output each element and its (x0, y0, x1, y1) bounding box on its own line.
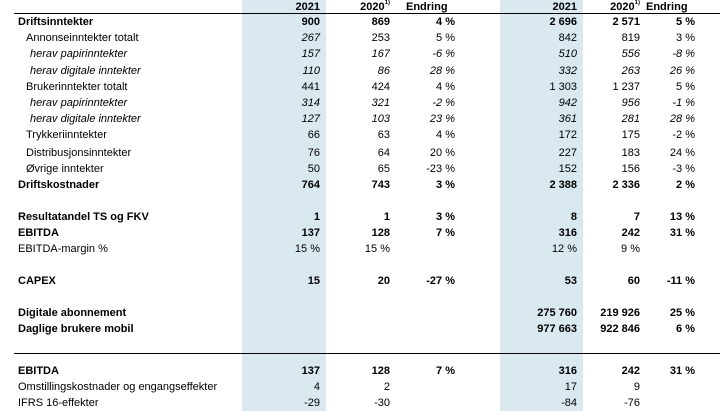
cell-value: 9 (633, 381, 640, 393)
cell-value: 2 336 (612, 179, 640, 191)
cell-value: 137 (301, 365, 320, 377)
cell-value: 20 (377, 275, 390, 287)
header-ytd-year-current: 2021 (552, 1, 577, 13)
row-label: herav papirinntekter (30, 97, 128, 109)
row-label: EBITDA (18, 227, 59, 239)
table-row (0, 14, 720, 30)
cell-value: -27 % (426, 275, 455, 287)
cell-value: 4 % (436, 16, 455, 28)
cell-value: 1 (383, 211, 390, 223)
table-row (0, 305, 720, 321)
cell-value: 4 % (436, 129, 455, 141)
cell-value (645, 395, 695, 411)
cell-value: 76 (307, 147, 320, 159)
cell-value: 60 (627, 275, 640, 287)
cell-value: 5 % (676, 81, 695, 93)
table-row (0, 95, 720, 111)
table-row (0, 379, 720, 395)
cell-value: 26 % (669, 65, 695, 77)
row-label: Resultatandel TS og FKV (18, 211, 149, 223)
cell-value: 977 663 (537, 323, 577, 335)
cell-value: 183 (621, 147, 640, 159)
cell-value: 869 (371, 16, 390, 28)
row-label: Omstillingskostnader og engangseffekter (18, 381, 218, 393)
cell-value (250, 321, 320, 337)
table-row (0, 161, 720, 177)
cell-value: 424 (371, 81, 390, 93)
cell-value: 7 % (436, 227, 455, 239)
cell-value: -84 (561, 397, 577, 409)
section-divider (14, 353, 720, 354)
cell-value: 64 (377, 147, 390, 159)
cell-value: 103 (371, 113, 390, 125)
cell-value: 13 % (669, 211, 695, 223)
cell-value: 20 % (429, 147, 455, 159)
cell-value: -6 % (432, 48, 455, 60)
cell-value: 1 303 (549, 81, 577, 93)
cell-value: 8 (570, 211, 577, 223)
cell-value (395, 241, 455, 257)
cell-value: 128 (371, 365, 390, 377)
cell-value: 15 (307, 275, 320, 287)
cell-value: 314 (301, 97, 320, 109)
cell-value: 819 (621, 32, 640, 44)
table-row (0, 46, 720, 62)
cell-value: -76 (624, 397, 640, 409)
cell-value: 743 (371, 179, 390, 191)
cell-value: 31 % (669, 227, 695, 239)
table-row (0, 127, 720, 143)
cell-value: 7 (633, 211, 640, 223)
cell-value: 23 % (429, 113, 455, 125)
cell-value: 15 % (294, 243, 320, 255)
header-change: Endring (406, 1, 448, 13)
cell-value: 253 (371, 32, 390, 44)
cell-value: 31 % (669, 365, 695, 377)
cell-value: 2 696 (549, 16, 577, 28)
cell-value (332, 321, 390, 337)
cell-value (395, 321, 455, 337)
cell-value: 227 (558, 147, 577, 159)
cell-value: -23 % (426, 163, 455, 175)
cell-value: 66 (307, 129, 320, 141)
cell-value: 3 % (676, 32, 695, 44)
cell-value: 556 (621, 48, 640, 60)
cell-value: 25 % (669, 307, 695, 319)
cell-value: 6 % (676, 323, 695, 335)
cell-value: 1 (313, 211, 320, 223)
cell-value: 275 760 (537, 307, 577, 319)
cell-value: 242 (621, 227, 640, 239)
cell-value: 156 (621, 163, 640, 175)
cell-value: 316 (558, 227, 577, 239)
row-label: Brukerinntekter totalt (26, 81, 128, 93)
row-label: EBITDA-margin % (18, 243, 108, 255)
table-row (0, 111, 720, 127)
cell-value: -2 % (432, 97, 455, 109)
cell-value: 50 (307, 163, 320, 175)
cell-value: 316 (558, 365, 577, 377)
cell-value: 157 (301, 48, 320, 60)
cell-value: 15 % (364, 243, 390, 255)
cell-value: 4 % (436, 81, 455, 93)
cell-value: 900 (301, 16, 320, 28)
cell-value (395, 305, 455, 321)
header-ytd-year-previous: 2020$^{1)}$ (610, 0, 640, 13)
row-label: Daglige brukere mobil (18, 323, 134, 335)
table-row (0, 225, 720, 241)
table-row (0, 363, 720, 379)
header-year-current: 2021 (295, 1, 320, 13)
cell-value: 53 (564, 275, 577, 287)
cell-value: -1 % (672, 97, 695, 109)
cell-value: 63 (377, 129, 390, 141)
cell-value: 267 (301, 32, 320, 44)
cell-value: 332 (558, 65, 577, 77)
cell-value: 219 926 (600, 307, 640, 319)
table-row (0, 63, 720, 79)
cell-value: 9 % (621, 243, 640, 255)
cell-value: 128 (371, 227, 390, 239)
cell-value: 281 (621, 113, 640, 125)
table-row (0, 273, 720, 289)
header-year-previous: 2020$^{1)}$ (360, 0, 390, 13)
cell-value: -30 (374, 397, 390, 409)
cell-value: 4 (313, 381, 320, 393)
cell-value (645, 241, 695, 257)
table-row (0, 30, 720, 46)
cell-value: -3 % (672, 163, 695, 175)
cell-value: 361 (558, 113, 577, 125)
row-label: Øvrige inntekter (26, 163, 104, 175)
cell-value: 24 % (669, 147, 695, 159)
row-label: Driftskostnader (18, 179, 100, 191)
cell-value: 28 % (669, 113, 695, 125)
cell-value: 2 % (676, 179, 695, 191)
cell-value: 28 % (429, 65, 455, 77)
cell-value: 510 (558, 48, 577, 60)
cell-value: -2 % (672, 129, 695, 141)
cell-value: 321 (371, 97, 390, 109)
table-row (0, 321, 720, 337)
cell-value: 3 % (436, 211, 455, 223)
cell-value (250, 305, 320, 321)
header-ytd-change: Endring (646, 1, 688, 13)
cell-value: 172 (558, 129, 577, 141)
cell-value (395, 395, 455, 411)
cell-value: 175 (621, 129, 640, 141)
row-label: Annonseinntekter totalt (26, 32, 139, 44)
cell-value: 242 (621, 365, 640, 377)
row-label: Distribusjonsinntekter (26, 147, 132, 159)
cell-value: -11 % (666, 275, 695, 287)
cell-value: 86 (377, 65, 390, 77)
cell-value: 5 % (676, 16, 695, 28)
cell-value: 152 (558, 163, 577, 175)
cell-value: 942 (558, 97, 577, 109)
cell-value: 922 846 (600, 323, 640, 335)
row-label: herav digitale inntekter (30, 113, 141, 125)
row-label: Driftsinntekter (18, 16, 94, 28)
cell-value: 5 % (436, 32, 455, 44)
cell-value (395, 379, 455, 395)
row-label: Digitale abonnement (18, 307, 127, 319)
footnote-marker: 1) (634, 0, 640, 6)
cell-value: 842 (558, 32, 577, 44)
table-row (0, 209, 720, 225)
cell-value: 12 % (551, 243, 577, 255)
cell-value: 137 (301, 227, 320, 239)
cell-value: 65 (377, 163, 390, 175)
cell-value: 2 571 (612, 16, 640, 28)
cell-value (645, 379, 695, 395)
cell-value: 956 (621, 97, 640, 109)
cell-value: 441 (301, 81, 320, 93)
cell-value: 263 (621, 65, 640, 77)
cell-value: 7 % (436, 365, 455, 377)
row-label: herav papirinntekter (30, 48, 128, 60)
table-row (0, 79, 720, 95)
table-row (0, 177, 720, 193)
cell-value: 764 (301, 179, 320, 191)
table-row (0, 145, 720, 161)
cell-value: 1 237 (612, 81, 640, 93)
row-label: Trykkeriinntekter (26, 129, 107, 141)
cell-value: 167 (371, 48, 390, 60)
cell-value (332, 305, 390, 321)
footnote-marker: 1) (384, 0, 390, 6)
row-label: CAPEX (18, 275, 56, 287)
row-label: IFRS 16-effekter (18, 397, 99, 409)
cell-value: 3 % (436, 179, 455, 191)
cell-value: 17 (564, 381, 577, 393)
cell-value: 127 (301, 113, 320, 125)
cell-value: 2 388 (549, 179, 577, 191)
cell-value: -29 (304, 397, 320, 409)
row-label: herav digitale inntekter (30, 65, 141, 77)
table-row (0, 395, 720, 411)
cell-value: 2 (383, 381, 390, 393)
table-row (0, 241, 720, 257)
cell-value: -8 % (672, 48, 695, 60)
row-label: EBITDA (18, 365, 59, 377)
cell-value: 110 (302, 65, 320, 77)
